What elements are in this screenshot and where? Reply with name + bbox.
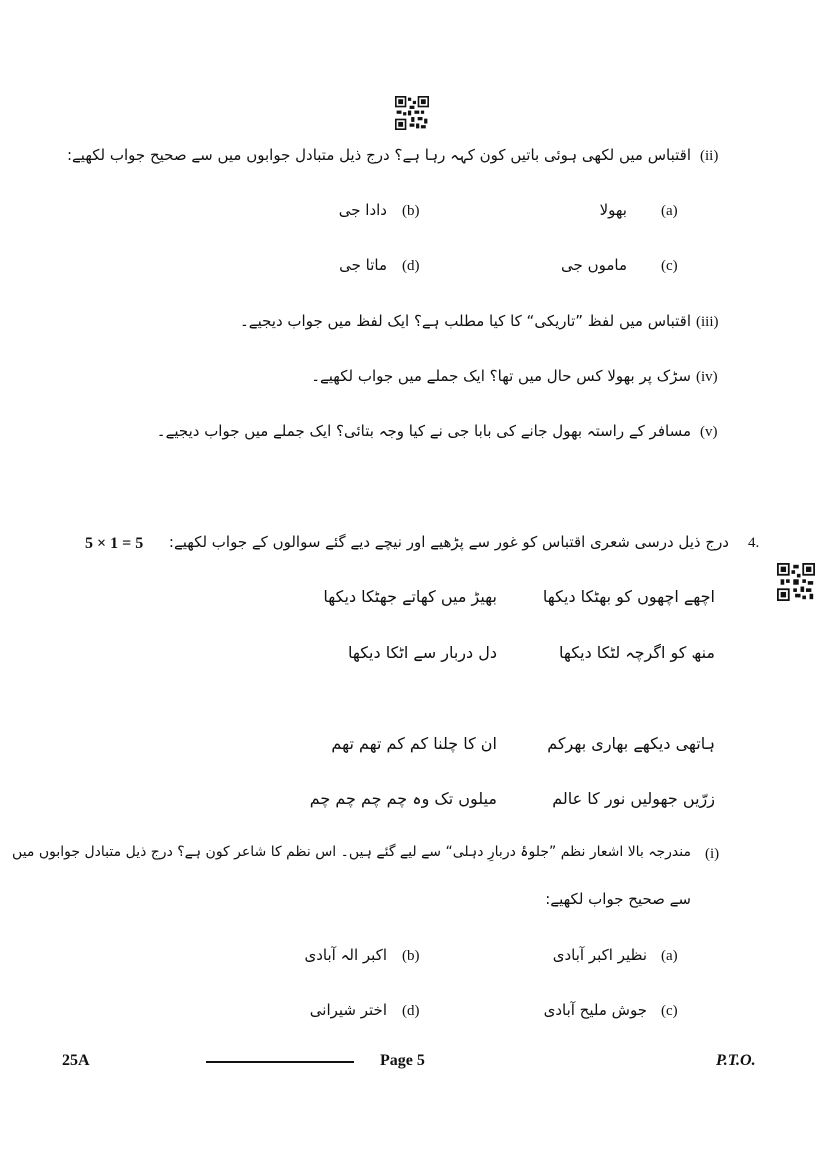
q3-iii-number: (iii) (696, 314, 719, 330)
q4-i-option-d-text: اختر شیرانی (309, 1001, 387, 1019)
q4-i-option-a-label: (a) (661, 948, 678, 964)
verse-4-right: زرّیں جھولیں نور کا عالم (552, 789, 715, 808)
q3-v-text: مسافر کے راستہ بھول جانے کی بابا جی نے کیا وجہ بتائی؟ ایک جملے میں جواب دیجیے۔ (156, 422, 691, 440)
qr-code-top (395, 96, 429, 130)
q4-i-line2: سے صحیح جواب لکھیے: (545, 890, 691, 908)
q3-ii-option-b-text: دادا جی (338, 201, 387, 219)
footer-pto: P.T.O. (716, 1052, 756, 1069)
q3-iii-text: اقتباس میں لفظ ”تاریکی“ کا کیا مطلب ہے؟ ایک لفظ میں جواب دیجیے۔ (240, 312, 691, 330)
q3-ii-option-d-label: (d) (402, 258, 420, 274)
verse-3-right: ہاتھی دیکھے بھاری بھرکم (547, 734, 715, 753)
q4-i-option-b-text: اکبر الہ آبادی (304, 946, 387, 964)
q3-iv-text: سڑک پر بھولا کس حال میں تھا؟ ایک جملے میں جواب لکھیے۔ (311, 367, 691, 385)
q4-i-number: (i) (705, 846, 720, 862)
footer-code: 25A (62, 1052, 90, 1069)
q4-i-option-c-text: جوش ملیح آبادی (543, 1001, 647, 1019)
q3-ii-text: اقتباس میں لکھی ہوئی باتیں کون کہہ رہا ہے؟ درج ذیل متبادل جوابوں میں سے صحیح جواب لکھیے: (66, 146, 691, 164)
q3-ii-option-d-text: ماتا جی (339, 256, 387, 274)
q4-marks: 5 × 1 = 5 (85, 535, 144, 552)
q4-i-option-a-text: نظیر اکبر آبادی (552, 946, 647, 964)
q3-ii-number: (ii) (700, 148, 719, 164)
q4-i-line1: مندرجہ بالا اشعار نظم ”جلوۂ دربارِ دہلی“ سے لیے گئے ہیں۔ اس نظم کا شاعر کون ہے؟ درج ذیل متبادل جوابوں میں (12, 844, 691, 860)
q3-ii-option-c-label: (c) (661, 258, 678, 274)
verse-1-right: اچھے اچھوں کو بھٹکا دیکھا (542, 587, 715, 606)
q3-ii-option-c-text: ماموں جی (561, 256, 627, 274)
q4-i-option-d-label: (d) (402, 1003, 420, 1019)
footer-divider (206, 1061, 354, 1063)
verse-3-left: ان کا چلنا کم کم تھم تھم (331, 734, 497, 753)
q3-ii-option-b-label: (b) (402, 203, 420, 219)
q3-ii-option-a-text: بھولا (599, 201, 627, 219)
verse-1-left: بھیڑ میں کھاتے جھٹکا دیکھا (323, 587, 497, 606)
q4-number: 4. (748, 535, 760, 551)
q4-instruction: درج ذیل درسی شعری اقتباس کو غور سے پڑھیے اور نیچے دیے گئے سوالوں کے جواب لکھیے: (168, 533, 729, 551)
q3-v-number: (v) (700, 424, 718, 440)
q4-i-option-b-label: (b) (402, 948, 420, 964)
verse-2-left: دل دربار سے اٹکا دیکھا (347, 643, 497, 662)
q3-iv-number: (iv) (696, 369, 718, 385)
verse-4-left: میلوں تک وہ چم چم چم چم (309, 789, 497, 808)
qr-code-side (777, 563, 815, 601)
verse-2-right: منھ کو اگرچہ لٹکا دیکھا (559, 643, 715, 662)
q3-ii-option-a-label: (a) (661, 203, 678, 219)
footer-page: Page 5 (380, 1052, 425, 1069)
q4-i-option-c-label: (c) (661, 1003, 678, 1019)
